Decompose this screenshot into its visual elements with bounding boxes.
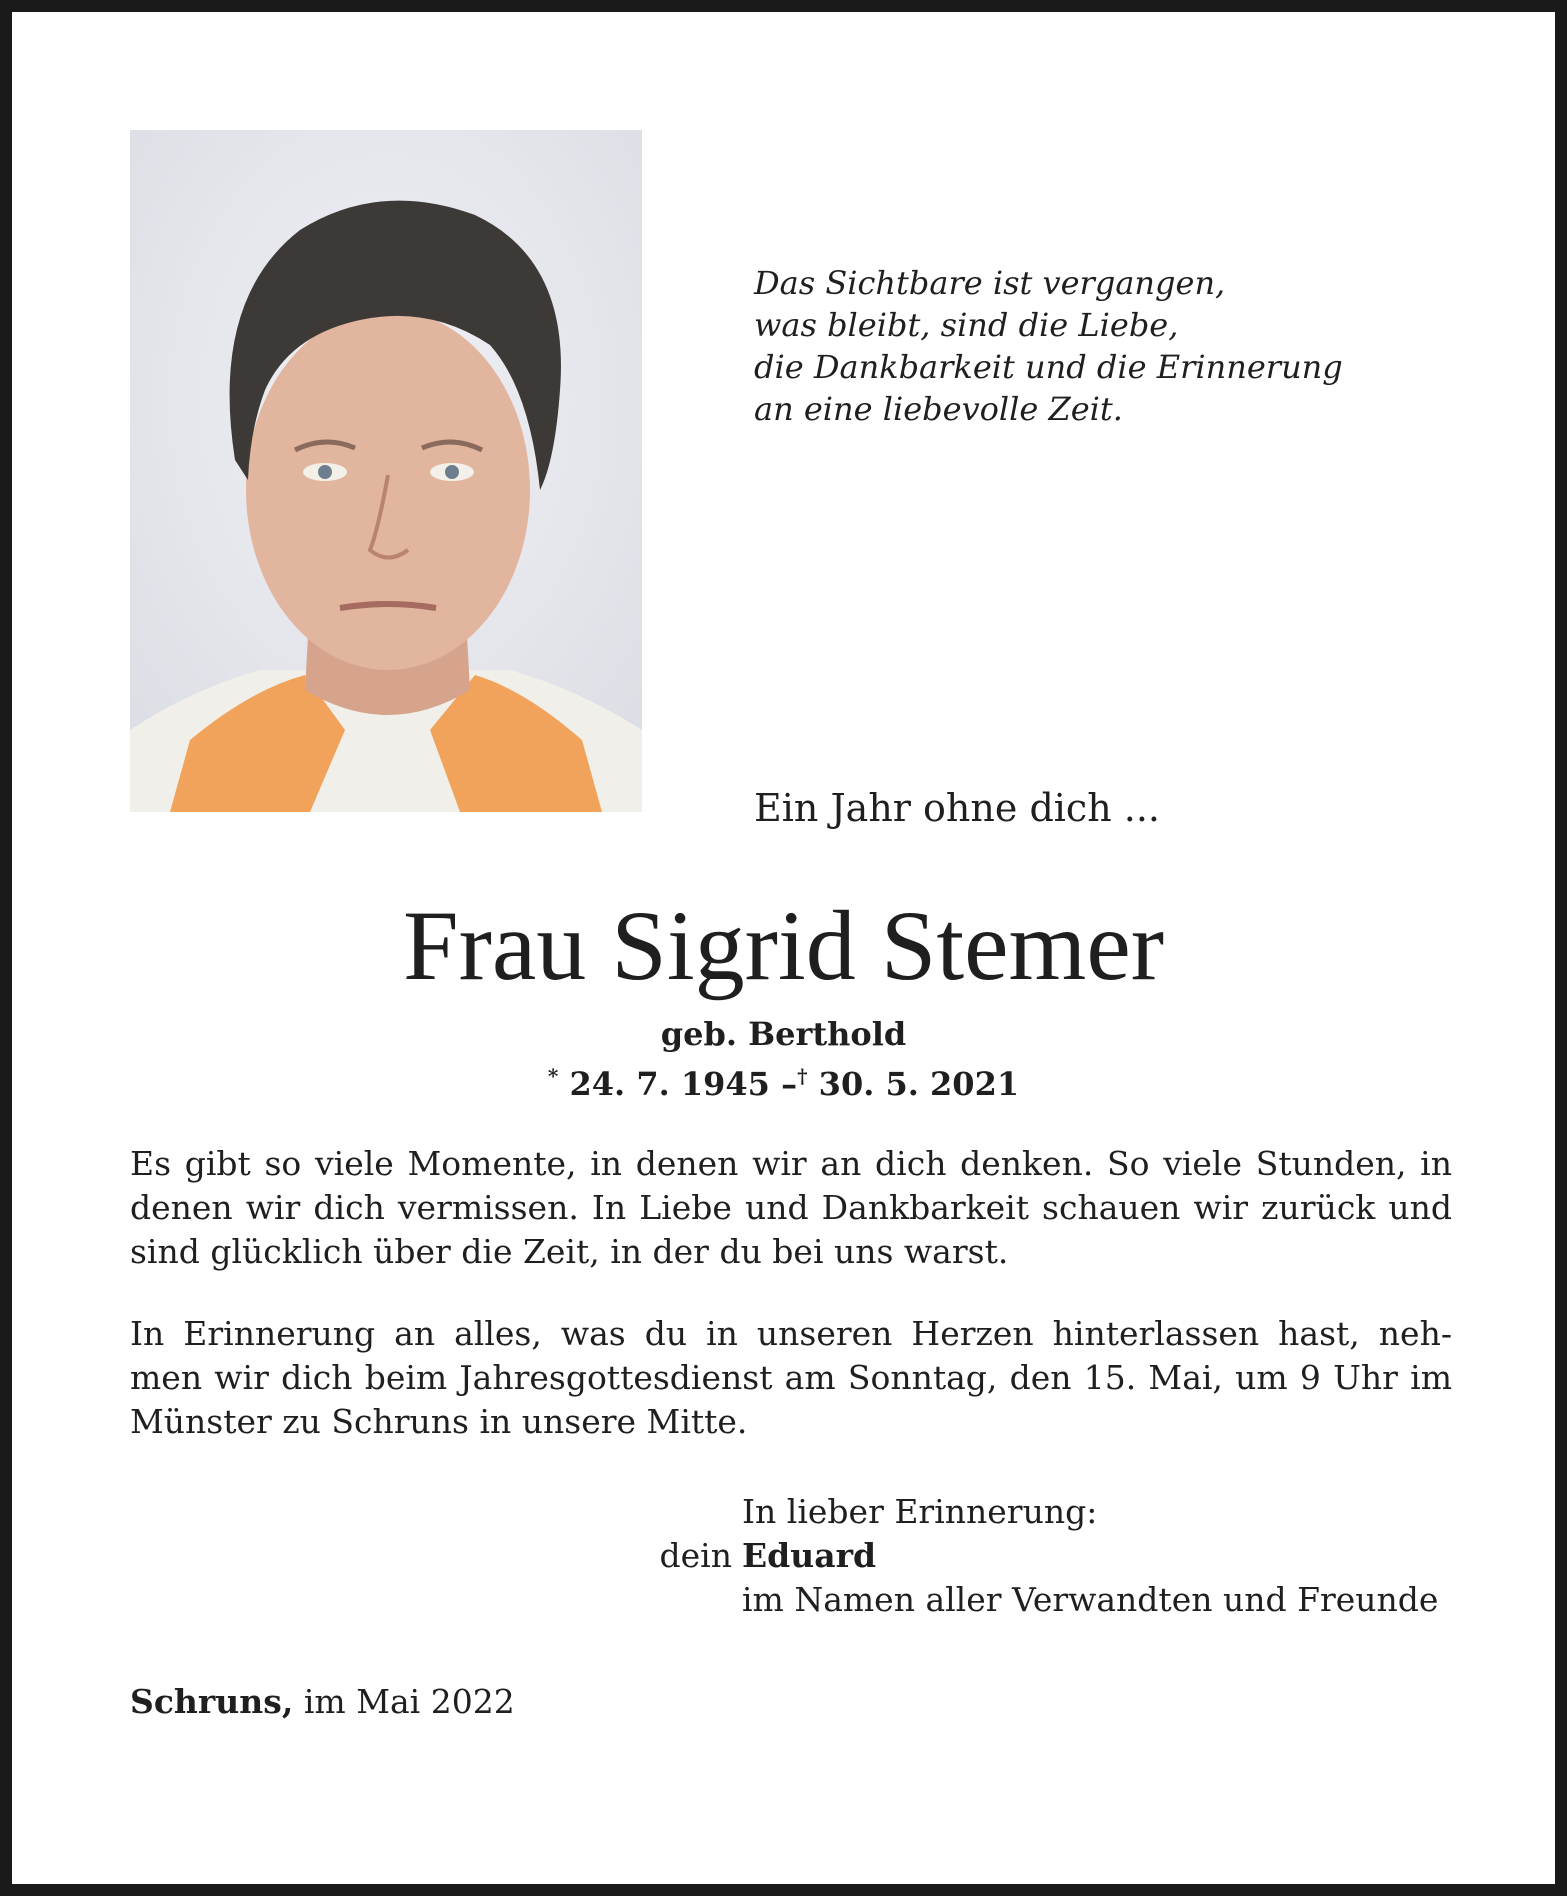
signature-line: im Namen aller Verwandten und Freunde [742, 1580, 1439, 1619]
portrait-photo [130, 130, 642, 812]
poem-line: die Dankbarkeit und die Erinnerung [754, 348, 1343, 386]
paragraph-remembrance [130, 1142, 1452, 1274]
birth-date: 24. 7. 1945 [569, 1065, 770, 1103]
life-dates [12, 1056, 1555, 1104]
closing-place: Schruns, [130, 1682, 294, 1721]
date-separator: – [781, 1065, 798, 1103]
birth-symbol: * [547, 1064, 559, 1088]
closing-date: im Mai 2022 [303, 1682, 515, 1721]
paragraph-line: Es gibt so viele Momente, in denen wir an dich denken. So viele Stunden, in [130, 1144, 1452, 1183]
signature-first-name: Eduard [742, 1536, 877, 1575]
intro-line: Ein Jahr ohne dich ... [754, 786, 1160, 830]
paragraph-line: sind glücklich über die Zeit, in der du bei uns warst. [130, 1232, 1009, 1271]
signature-heading: In lieber Erinnerung: [742, 1492, 1098, 1531]
signature-block [12, 1490, 1452, 1622]
poem-line: was bleibt, sind die Liebe, [754, 306, 1179, 344]
paragraph-line: Münster zu Schruns in unsere Mitte. [130, 1402, 748, 1441]
paragraph-line: men wir dich beim Jahresgottesdienst am Sonntag, den 15. Mai, um 9 Uhr im [130, 1358, 1452, 1397]
closing-place-date [130, 1680, 515, 1724]
signature-prefix: dein [659, 1536, 732, 1575]
poem-line: Das Sichtbare ist vergangen, [754, 264, 1226, 302]
deceased-name: Frau Sigrid Stemer [402, 890, 1165, 1001]
paragraph-line: In Erinnerung an alles, was du in unseren Herzen hinterlassen hast, neh- [130, 1314, 1452, 1353]
death-symbol: † [797, 1064, 808, 1088]
paragraph-service [130, 1312, 1452, 1444]
paragraph-line: denen wir dich vermissen. In Liebe und Dankbarkeit schauen wir zurück und [130, 1188, 1452, 1227]
death-date: 30. 5. 2021 [818, 1065, 1020, 1103]
poem-line: an eine liebevolle Zeit. [754, 390, 1123, 428]
maiden-name: geb. Berthold [660, 1015, 907, 1053]
memorial-poem [754, 262, 1454, 430]
portrait-illustration [130, 130, 642, 812]
